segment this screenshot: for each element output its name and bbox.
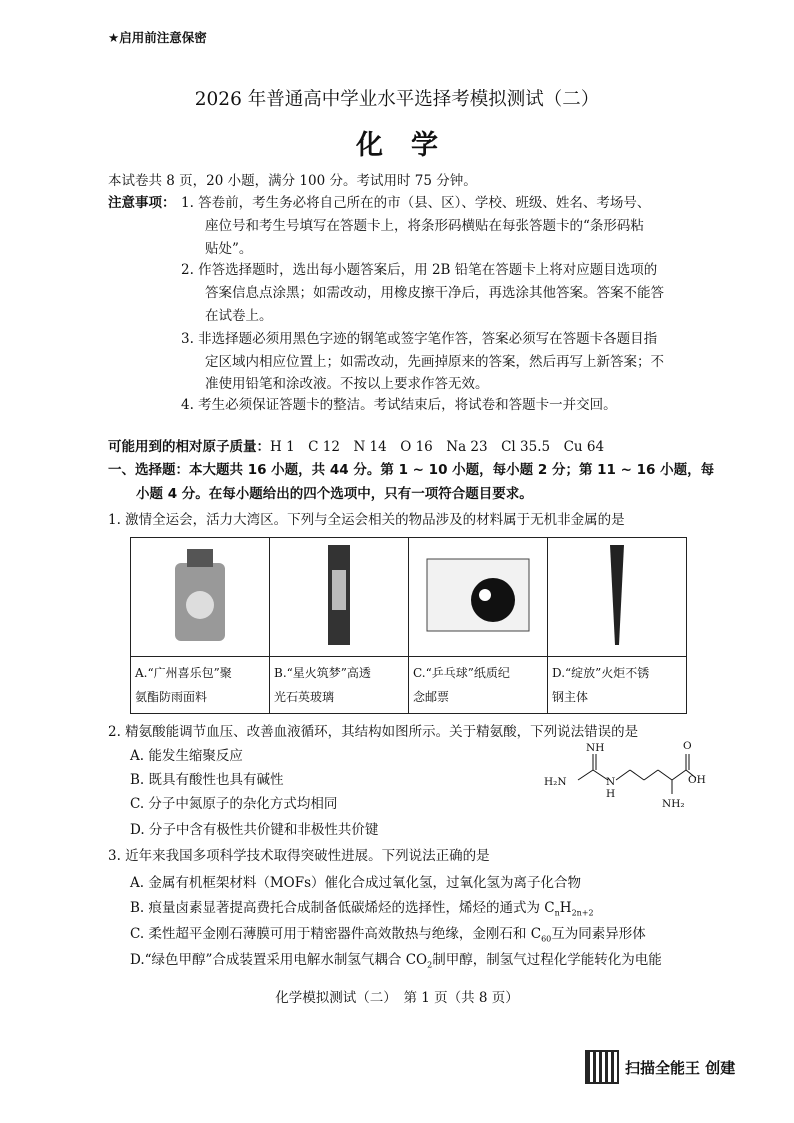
subject-title: 化学 [356,130,466,161]
option-text: D.“绿色甲醇”合成装置采用电解水制氢气耦合 CO [130,952,428,968]
option-text: 钢主体 [552,690,589,704]
section-heading: 一、选择题：本大题共 16 小题，共 44 分。第 1 ~ 10 小题，每小题 2 分；第 11 ~ 16 小题，每 [108,462,715,478]
q3-option-c [130,924,646,950]
atomic-masses [108,437,604,457]
notes-label: 注意事项： [108,195,176,211]
option-text: B.“星火筑梦”高透 [274,666,371,680]
option-d [548,657,687,714]
structure-label: H [606,788,616,800]
q3-option-b [130,898,594,924]
structure-label: OH [688,774,706,786]
option-text: D.“绽放”火炬不锈 [552,666,650,680]
option-text: 制甲醇，制氢气过程化学能转化为电能 [432,952,662,968]
structure-label: NH [586,742,605,754]
note-line: 3. 非选择题必须用黑色字迹的钢笔或签字笔作答，答案必须写在答题卡各题目指 [181,331,658,347]
option-a [131,657,270,714]
intro-text: 本试卷共 8 页，20 小题，满分 100 分。考试用时 75 分钟。 [108,173,477,189]
option-d-image [548,538,687,657]
q3-option-a: A. 金属有机框架材料（MOFs）催化合成过氧化氢，过氧化氢为离子化合物 [130,875,582,891]
structure-label: N [606,776,616,788]
option-text: 氨酯防雨面料 [135,690,208,704]
qr-code-icon [585,1050,619,1084]
option-c-image [409,538,548,657]
structure-label: NH₂ [662,798,685,810]
page-footer: 化学模拟测试（二） 第 1 页（共 8 页） [275,990,519,1006]
question-1-stem: 1. 激情全运会，活力大湾区。下列与全运会相关的物品涉及的材料属于无机非金属的是 [108,512,625,528]
question-3-stem: 3. 近年来我国多项科学技术取得突破性进展。下列说法正确的是 [108,848,490,864]
option-text: 念邮票 [413,690,450,704]
q2-option-a: A. 能发生缩聚反应 [130,748,243,764]
atomic-masses-label: 可能用到的相对原子质量： [108,439,270,455]
note-line: 定区域内相应位置上；如需改动，先画掉原来的答案，然后再写上新答案；不 [205,354,664,370]
arginine-structure [540,740,706,812]
subscript: 60 [541,934,552,944]
note-line: 贴处”。 [205,241,253,257]
watermark-text: 扫描全能王 创建 [625,1058,736,1077]
note-line: 座位号和考生号填写在答题卡上，将条形码横贴在每张答题卡的“条形码粘 [205,218,644,234]
option-b-image [270,538,409,657]
question-1-options-table [130,537,687,714]
confidential-label: ★启用前注意保密 [108,30,207,45]
subscript: 2n+2 [571,908,594,918]
note-line: 在试卷上。 [205,308,273,324]
atomic-masses-values: H 1 C 12 N 14 O 16 Na 23 Cl 35.5 Cu 64 [270,439,605,455]
note-line: 准使用铅笔和涂改液。不按以上要求作答无效。 [205,376,489,392]
q3-option-d [130,950,662,976]
option-text: 光石英玻璃 [274,690,335,704]
option-text: B. 痕量卤素显著提高费托合成制备低碳烯烃的选择性，烯烃的通式为 C [130,900,555,916]
option-a-image [131,538,270,657]
note-line: 答案信息点涂黑；如需改动，用橡皮擦干净后，再选涂其他答案。答案不能答 [205,285,664,301]
structure-label: H₂N [544,776,567,788]
option-text: A.“广州喜乐包”聚 [135,666,232,680]
question-2-stem: 2. 精氨酸能调节血压、改善血液循环，其结构如图所示。关于精氨酸，下列说法错误的是 [108,724,639,740]
exam-title: 2026 年普通高中学业水平选择考模拟测试（二） [194,89,600,110]
option-c [409,657,548,714]
section-heading-cont: 小题 4 分。在每小题给出的四个选项中，只有一项符合题目要求。 [136,486,533,502]
note-line: 4. 考生必须保证答题卡的整洁。考试结束后，将试卷和答题卡一并交回。 [181,397,617,413]
glass-torch-image [314,540,364,650]
q2-option-d: D. 分子中含有极性共价键和非极性共价键 [130,822,379,838]
stamp-image [423,555,533,635]
subscript: n [554,908,560,918]
note-line: 2. 作答选择题时，选出每小题答案后，用 2B 铅笔在答题卡上将对应题目选项的 [181,262,658,278]
backpack-image [165,545,235,645]
option-b [270,657,409,714]
scanner-watermark [585,1050,735,1084]
option-text: H [559,900,572,916]
subscript: 2 [427,960,433,970]
option-text: 互为同素异形体 [551,926,646,942]
option-text: C.“乒乓球”纸质纪 [413,666,510,680]
structure-label: O [683,740,692,752]
q2-option-c: C. 分子中氮原子的杂化方式均相同 [130,796,338,812]
q2-option-b: B. 既具有酸性也具有碱性 [130,772,284,788]
torch-image [602,540,632,650]
note-line: 1. 答卷前，考生务必将自己所在的市（县、区）、学校、班级、姓名、考场号、 [181,195,651,211]
option-text: C. 柔性超平金刚石薄膜可用于精密器件高效散热与绝缘，金刚石和 C [130,926,542,942]
